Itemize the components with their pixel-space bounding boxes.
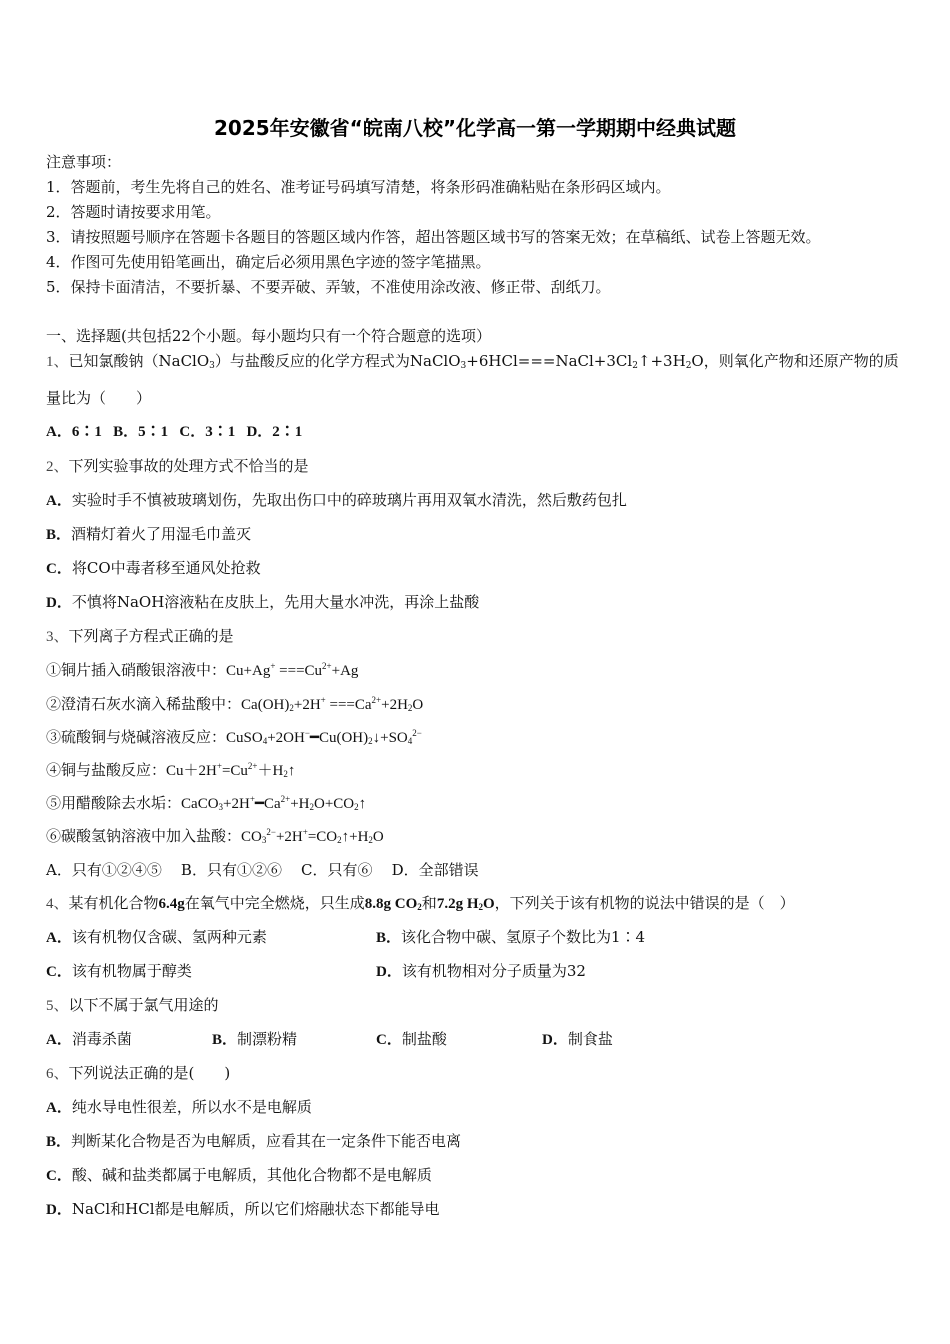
question-3-stem: 3、下列离子方程式正确的是 — [46, 627, 234, 645]
question-3-item-3: ③硫酸铜与烧碱溶液反应：$CuSO_4+2OH^-━Cu(OH)_2↓+SO_4^{2-}$ — [46, 728, 422, 746]
question-6-option-d[interactable]: D．NaCl和HCl都是电解质，所以它们熔融状态下都能导电 — [46, 1200, 440, 1218]
question-5-option-d[interactable]: D．制食盐 — [542, 1030, 613, 1048]
question-2-option-a[interactable]: A．实验时手不慎被玻璃划伤，先取出伤口中的碎玻璃片再用双氧水清洗，然后敷药包扎 — [46, 491, 627, 509]
option-a[interactable]: A．6∶1 — [46, 424, 102, 440]
question-1-options — [46, 422, 302, 442]
question-3-item-1: ①铜片插入硝酸银溶液中：$Cu+Ag^+ ===Cu^{2+}+Ag$ — [46, 661, 359, 679]
notice-item: 1．答题前，考生先将自己的姓名、准考证号码填写清楚，将条形码准确粘贴在条形码区域内。 — [46, 178, 671, 196]
question-6-option-c[interactable]: C．酸、碱和盐类都属于电解质，其他化合物都不是电解质 — [46, 1166, 432, 1184]
question-number: 1、 — [46, 354, 69, 370]
notice-item: 3．请按照题号顺序在答题卡各题目的答题区域内作答，超出答题区域书写的答案无效；在草稿纸、试卷上答题无效。 — [46, 228, 821, 246]
question-5-option-a[interactable]: A．消毒杀菌 — [46, 1030, 132, 1048]
question-6-option-b[interactable]: B．判断某化合物是否为电解质，应看其在一定条件下能否电离 — [46, 1132, 462, 1150]
option-d[interactable]: D．全部错误 — [391, 861, 479, 879]
question-2-option-d[interactable]: D．不慎将NaOH溶液粘在皮肤上，先用大量水冲洗，再涂上盐酸 — [46, 593, 480, 611]
question-1-stem: 1、已知氯酸钠（NaClO$_3$）与盐酸反应的化学方程式为$NaClO_3+6HCl===NaCl+3Cl_2↑+3H_2O$，则氧化产物和还原产物的质 — [46, 352, 899, 371]
question-5-stem: 5、以下不属于氯气用途的 — [46, 996, 219, 1014]
question-2-stem: 2、下列实验事故的处理方式不恰当的是 — [46, 457, 309, 475]
question-5-option-b[interactable]: B．制漂粉精 — [212, 1030, 298, 1048]
notice-item: 4．作图可先使用铅笔画出，确定后必须用黑色字迹的签字笔描黑。 — [46, 253, 491, 271]
question-3-options — [46, 860, 479, 880]
question-2-option-c[interactable]: C．将CO中毒者移至通风处抢救 — [46, 559, 261, 577]
question-4-stem: 4、某有机化合物6.4g在氧气中完全燃烧，只生成8.8g $CO_2$和7.2g $H_2O$，下列关于该有机物的说法中错误的是（ ） — [46, 894, 795, 912]
notice-item: 2．答题时请按要求用笔。 — [46, 203, 221, 221]
section-heading: 一、选择题(共包括22个小题。每小题均只有一个符合题意的选项） — [46, 327, 491, 345]
notice-item: 5．保持卡面清洁，不要折暴、不要弄破、弄皱，不准使用涂改液、修正带、刮纸刀。 — [46, 278, 611, 296]
question-3-item-2: ②澄清石灰水滴入稀盐酸中：$Ca(OH)_2+2H^+ ===Ca^{2+}+2H_2O$ — [46, 695, 424, 713]
question-4-option-b[interactable]: B．该化合物中碳、氢原子个数比为1∶4 — [376, 928, 646, 946]
option-d[interactable]: D．2∶1 — [246, 424, 303, 440]
page-title: 2025年安徽省“皖南八校”化学高一第一学期期中经典试题 — [214, 116, 736, 140]
question-6-option-a[interactable]: A．纯水导电性很差，所以水不是电解质 — [46, 1098, 312, 1116]
option-b[interactable]: B．5∶1 — [113, 424, 169, 440]
question-4-option-a[interactable]: A．该有机物仅含碳、氢两种元素 — [46, 928, 267, 946]
option-c[interactable]: C．只有⑥ — [301, 861, 373, 879]
question-3-item-5: ⑤用醋酸除去水垢：$CaCO_3+2H^+━Ca^{2+}+H_2O+CO_2↑$ — [46, 794, 367, 812]
question-3-item-6: ⑥碳酸氢钠溶液中加入盐酸：$CO_3^{2-}+2H^+=CO_2↑+H_2O$ — [46, 827, 384, 845]
option-b[interactable]: B．只有①②⑥ — [180, 861, 282, 879]
question-4-option-c[interactable]: C．该有机物属于醇类 — [46, 962, 192, 980]
notice-heading: 注意事项： — [46, 153, 122, 171]
question-1-stem-cont: 量比为（ ） — [46, 389, 152, 407]
question-6-stem: 6、下列说法正确的是( ) — [46, 1064, 231, 1082]
question-2-option-b[interactable]: B．酒精灯着火了用湿毛巾盖灭 — [46, 525, 252, 543]
option-a[interactable]: A．只有①②④⑤ — [46, 861, 162, 879]
question-5-option-c[interactable]: C．制盐酸 — [376, 1030, 447, 1048]
question-4-option-d[interactable]: D．该有机物相对分子质量为32 — [376, 962, 586, 980]
option-c[interactable]: C．3∶1 — [179, 424, 236, 440]
question-3-item-4: ④铜与盐酸反应：$Cu+2H^+=Cu^{2+}+H_2↑$ — [46, 761, 296, 779]
